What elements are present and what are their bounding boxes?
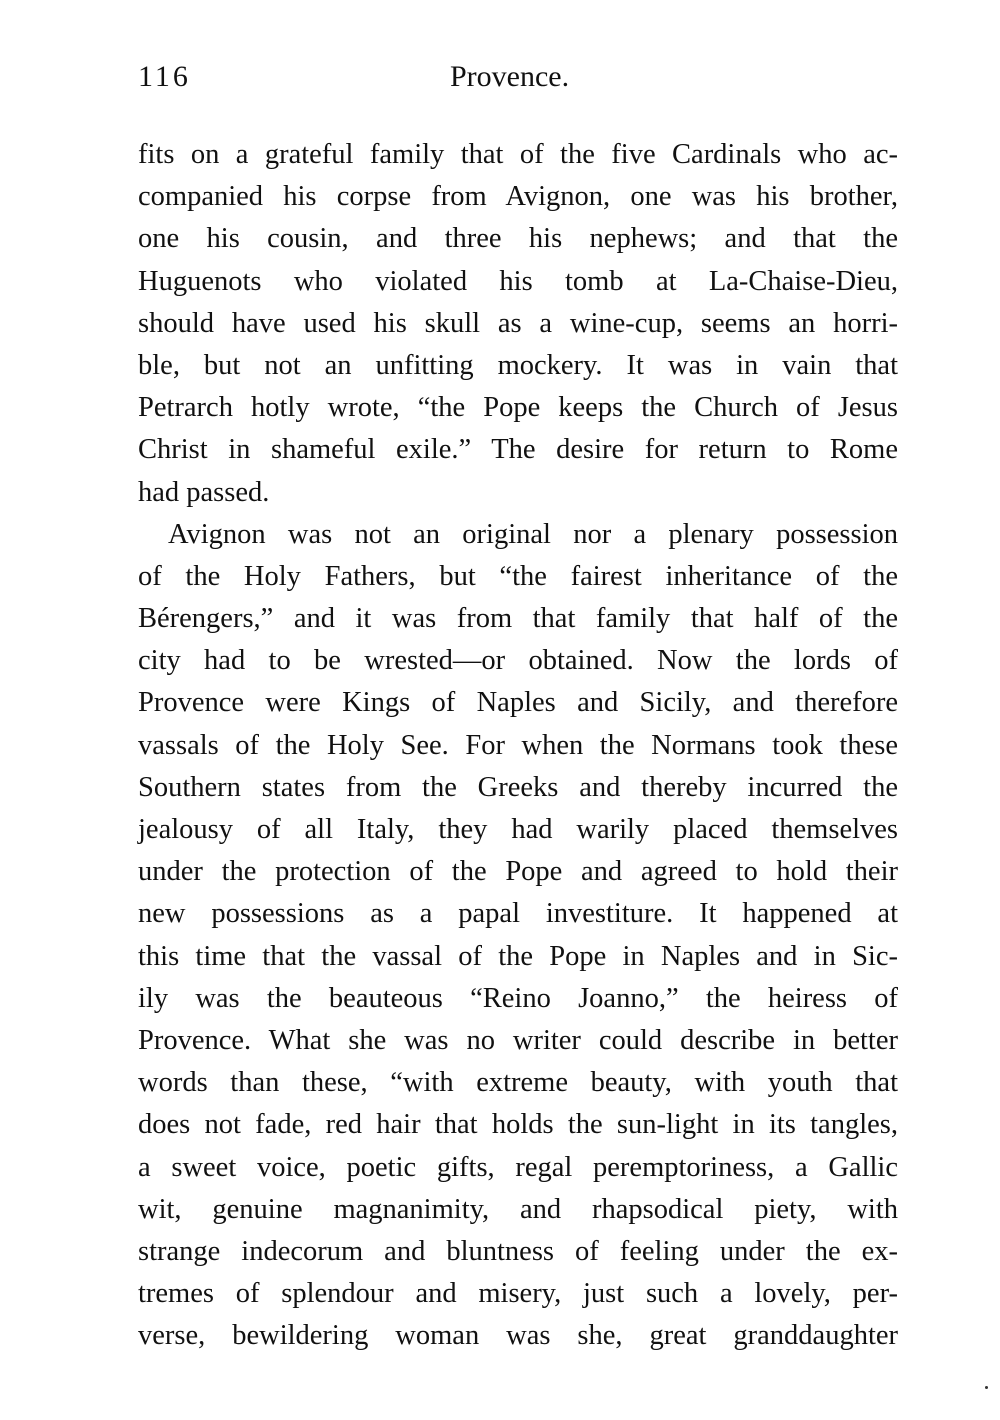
text-line: Southern states from the Greeks and thereby incurred the [138,771,898,803]
text-line: Huguenots who violated his tomb at La-Chaise-Dieu, [138,265,898,297]
text-line: new possessions as a papal investiture. It happened at [138,898,898,930]
text-line: companied his corpse from Avignon, one was his brother, [138,181,898,213]
text-line: verse, bewildering woman was she, great granddaughter [138,1320,898,1352]
text-line: this time that the vassal of the Pope in Naples and in Sic- [138,940,898,972]
text-line: Petrarch hotly wrote, “the Pope keeps the Church of Jesus [138,392,898,424]
text-line: under the protection of the Pope and agreed to hold their [138,856,898,888]
text-line: fits on a grateful family that of the five Cardinals who ac- [138,139,898,170]
text-line: Provence. What she was no writer could describe in better [138,1024,898,1056]
text-line: ily was the beauteous “Reino Joanno,” the heiress of [138,982,898,1014]
scan-speck [985,1386,988,1389]
paragraph-first-line: Avignon was not an original nor a plenary possession [168,518,898,550]
running-head [138,60,898,100]
running-title: Provence. [450,60,570,93]
text-line: Christ in shameful exile.” The desire for return to Rome [138,434,898,466]
text-line: jealousy of all Italy, they had warily placed themselves [138,814,898,845]
text-line: city had to be wrested—or obtained. Now the lords of [138,645,898,677]
text-line: vassals of the Holy See. For when the Normans took these [138,729,898,761]
text-line: ble, but not an unfitting mockery. It was in vain that [138,349,898,381]
text-line: should have used his skull as a wine-cup, seems an horri- [138,307,898,339]
text-line: Provence were Kings of Naples and Sicily, and therefore [138,687,898,719]
text-line: tremes of splendour and misery, just such a lovely, per- [138,1278,898,1310]
paragraph-end-line: had passed. [138,476,270,508]
text-line: a sweet voice, poetic gifts, regal peremptoriness, a Gallic [138,1151,898,1183]
body-text [138,134,898,1357]
text-line: strange indecorum and bluntness of feeling under the ex- [138,1235,898,1267]
text-line: one his cousin, and three his nephews; and that the [138,223,898,255]
page-number: 116 [138,60,191,93]
text-line: does not fade, red hair that holds the sun-light in its tangles, [138,1109,898,1141]
text-line: words than these, “with extreme beauty, with youth that [138,1067,898,1099]
text-line: wit, genuine magnanimity, and rhapsodical piety, with [138,1193,898,1225]
text-line: Bérengers,” and it was from that family that half of the [138,603,898,635]
text-line: of the Holy Fathers, but “the fairest inheritance of the [138,560,898,592]
